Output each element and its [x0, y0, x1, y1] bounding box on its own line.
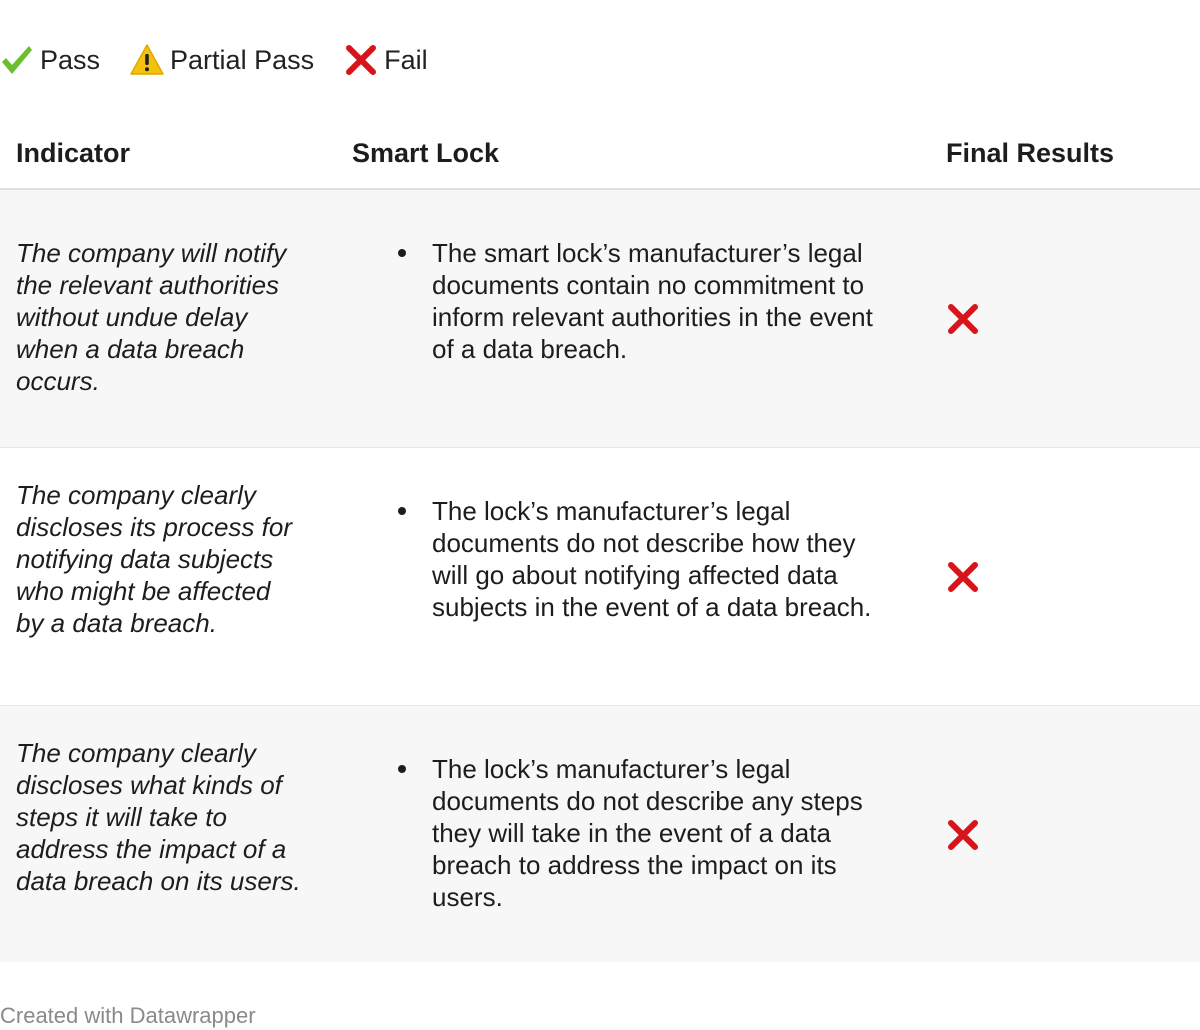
table-row — [0, 190, 1200, 448]
legend-label-partial-pass: Partial Pass — [170, 44, 315, 75]
indicator-cell: The company clearly discloses its process for notifying data subjects who might be affected by a data breach. — [16, 480, 292, 638]
finding-cell — [432, 237, 892, 365]
bullet-marker — [398, 765, 406, 773]
table-row — [0, 706, 1200, 962]
datawrapper-credit-link[interactable]: Created with Datawrapper — [0, 1003, 256, 1028]
finding-cell — [432, 753, 892, 913]
finding-cell — [432, 495, 892, 623]
cross-icon — [344, 43, 378, 77]
finding-text: The lock’s manufacturer’s legal documents do not describe any steps they will take in the event of a data breach to address the impact on its users. — [432, 754, 863, 912]
table-header — [0, 120, 1200, 190]
bullet-marker — [398, 249, 406, 257]
legend-label-fail: Fail — [384, 44, 428, 75]
cross-icon — [946, 818, 980, 852]
legend-label-pass: Pass — [40, 44, 101, 75]
column-header-indicator[interactable]: Indicator — [16, 138, 131, 168]
results-table — [0, 120, 1200, 962]
column-header-smart-lock[interactable]: Smart Lock — [352, 138, 500, 168]
legend — [0, 40, 428, 80]
legend-item-pass — [0, 43, 100, 77]
cross-icon — [946, 560, 980, 594]
bullet-marker — [398, 507, 406, 515]
legend-item-partial-pass — [130, 43, 314, 77]
finding-text: The lock’s manufacturer’s legal documents do not describe how they will go about notifying affected data subjects in the event of a data breach. — [432, 496, 872, 622]
finding-text: The smart lock’s manufacturer’s legal documents contain no commitment to inform relevant authorities in the event of a data breach. — [432, 238, 873, 364]
indicator-cell: The company clearly discloses what kinds of steps it will take to address the impact of a data breach on its users. — [16, 738, 301, 896]
table-row — [0, 448, 1200, 706]
column-header-final-results[interactable]: Final Results — [946, 138, 1115, 168]
indicator-cell: The company will notify the relevant authorities without undue delay when a data breach occurs. — [16, 238, 287, 396]
checkmark-icon — [0, 43, 34, 77]
cross-icon — [946, 302, 980, 336]
warning-icon — [130, 43, 164, 77]
legend-item-fail — [344, 43, 428, 77]
